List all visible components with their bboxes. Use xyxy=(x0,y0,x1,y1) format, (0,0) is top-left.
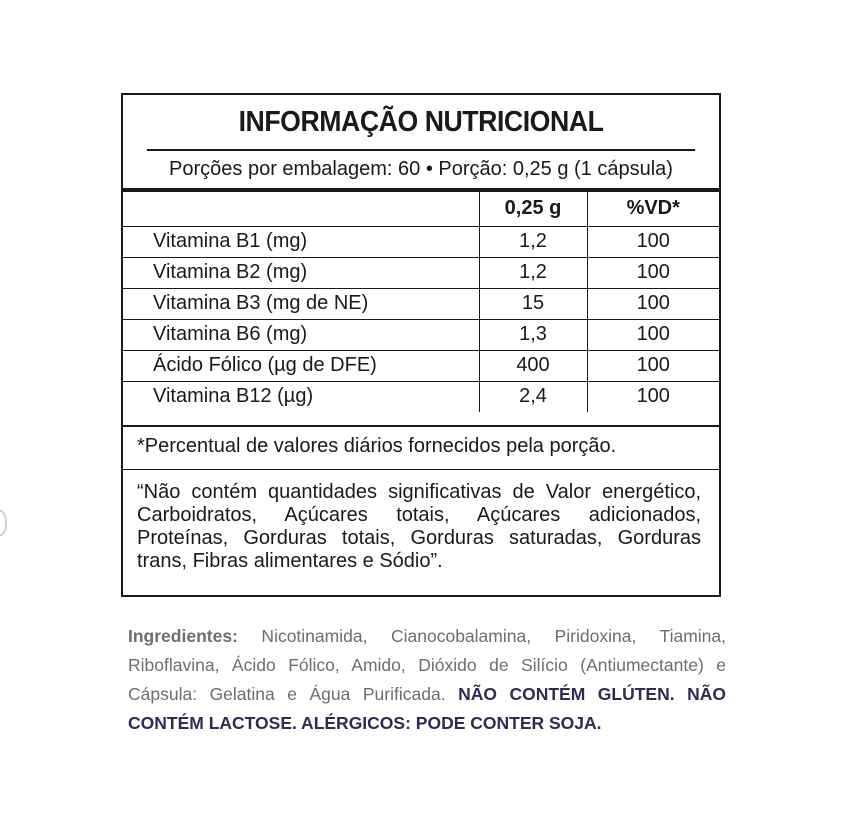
table-row xyxy=(123,319,719,350)
nutrient-vd: 100 xyxy=(587,319,719,350)
header-amount: 0,25 g xyxy=(479,192,587,226)
allergen-warning: NÃO CONTÉM GLÚTEN. NÃO CONTÉM LACTOSE. ALÉRGICOS: PODE CONTER SOJA. xyxy=(128,684,727,733)
nutrient-amount: 400 xyxy=(479,350,587,381)
table-row xyxy=(123,288,719,319)
header-nutrient xyxy=(123,192,479,226)
table-row xyxy=(123,257,719,288)
nutrient-amount: 1,2 xyxy=(479,257,587,288)
daily-value-footnote: *Percentual de valores diários fornecidos pela porção. xyxy=(137,435,617,457)
table-row xyxy=(123,226,719,257)
nutrient-amount: 1,2 xyxy=(479,226,587,257)
nutrient-name: Vitamina B6 (mg) xyxy=(123,319,479,350)
nutrient-amount: 15 xyxy=(479,288,587,319)
footnote-divider xyxy=(123,469,719,470)
header-vd: %VD* xyxy=(587,192,719,226)
nutrition-table xyxy=(123,192,719,412)
nutrient-vd: 100 xyxy=(587,350,719,381)
nutrient-amount: 2,4 xyxy=(479,381,587,412)
table-header-row xyxy=(123,192,719,226)
ingredients-label: Ingredientes: xyxy=(128,626,238,646)
insignificant-amounts-notice: “Não contém quantidades significativas de Valor energético, Carboidratos, Açúcares totais, Açúcares adicionados, Proteínas, Gorduras totais, Gorduras saturadas, Gorduras trans, Fibras alimentares e Sódio”. xyxy=(137,481,701,572)
nutrition-title: INFORMAÇÃO NUTRICIONAL xyxy=(147,95,695,151)
nutrient-name: Vitamina B2 (mg) xyxy=(123,257,479,288)
serving-info: Porções por embalagem: 60 • Porção: 0,25 g (1 cápsula) xyxy=(123,151,719,192)
edge-mark xyxy=(0,510,7,536)
ingredients-text: Nicotinamida, Cianocobalamina, Piridoxina, Tiamina, Riboflavina, Ácido Fólico, Amido, Dióxido de Silício (Antiumectante) e Cápsula: Gelatina e Água Purificada. xyxy=(128,626,726,704)
table-divider xyxy=(123,425,719,427)
nutrient-name: Vitamina B1 (mg) xyxy=(123,226,479,257)
nutrient-name: Vitamina B3 (mg de NE) xyxy=(123,288,479,319)
nutrient-name: Vitamina B12 (µg) xyxy=(153,385,314,408)
nutrient-vd: 100 xyxy=(587,226,719,257)
nutrient-vd: 100 xyxy=(587,257,719,288)
nutrient-name: Ácido Fólico (µg de DFE) xyxy=(123,350,479,381)
table-row xyxy=(123,381,719,412)
table-row xyxy=(123,350,719,381)
nutrient-vd: 100 xyxy=(587,381,719,412)
nutrition-facts-panel xyxy=(121,93,721,597)
nutrient-amount: 1,3 xyxy=(479,319,587,350)
nutrient-vd: 100 xyxy=(587,288,719,319)
ingredients-paragraph xyxy=(128,622,726,738)
